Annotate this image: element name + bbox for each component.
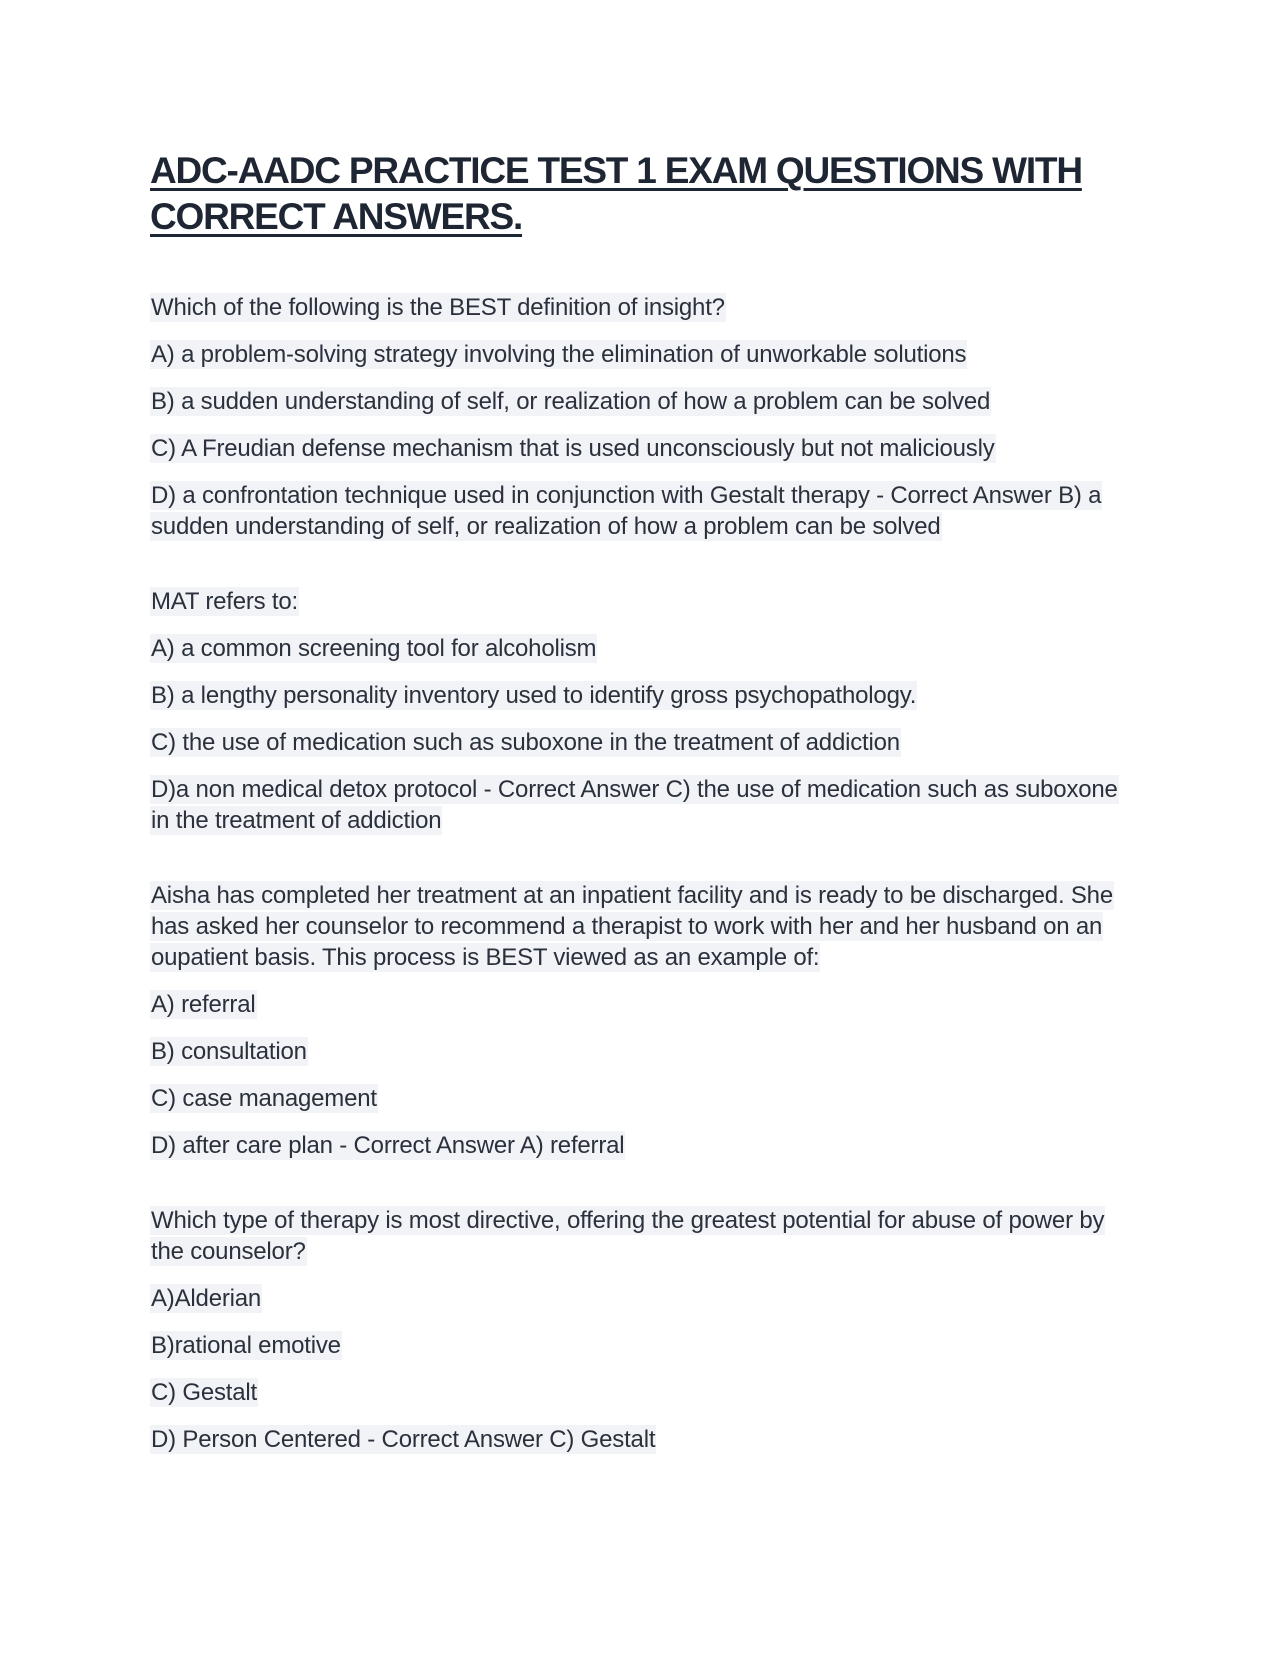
answer-option: B) consultation — [151, 1038, 307, 1065]
answer-option: C) case management — [151, 1085, 377, 1112]
answer-option: B)rational emotive — [151, 1332, 341, 1359]
answer-option-with-correct-answer: D) Person Centered - Correct Answer C) Gestalt — [151, 1426, 656, 1453]
question-1 — [150, 292, 1130, 542]
question-3 — [150, 880, 1130, 1161]
answer-option-with-correct-answer: D) a confrontation technique used in conjunction with Gestalt therapy - Correct Answer B) a sudden understanding of self, or realization of how a problem can be solved — [151, 482, 1102, 540]
answer-option-with-correct-answer: D) after care plan - Correct Answer A) referral — [151, 1132, 625, 1159]
answer-option: A) referral — [151, 991, 256, 1018]
question-2 — [150, 586, 1130, 836]
question-stem: Which of the following is the BEST definition of insight? — [151, 294, 725, 321]
question-stem: MAT refers to: — [151, 588, 299, 615]
answer-option: A)Alderian — [151, 1285, 262, 1312]
answer-option: A) a common screening tool for alcoholism — [151, 635, 597, 662]
document-title: ADC-AADC PRACTICE TEST 1 EXAM QUESTIONS WITH CORRECT ANSWERS. — [150, 150, 1082, 237]
answer-option: B) a sudden understanding of self, or realization of how a problem can be solved — [151, 388, 991, 415]
answer-option: C) A Freudian defense mechanism that is used unconsciously but not maliciously — [151, 435, 995, 462]
answer-option-with-correct-answer: D)a non medical detox protocol - Correct Answer C) the use of medication such as suboxone in the treatment of addiction — [151, 776, 1118, 834]
question-stem: Which type of therapy is most directive, offering the greatest potential for abuse of power by the counselor? — [151, 1207, 1105, 1265]
answer-option: C) Gestalt — [151, 1379, 258, 1406]
question-stem: Aisha has completed her treatment at an inpatient facility and is ready to be discharged. She has asked her counselor to recommend a therapist to work with her and her husband on an oupatient basis. This process is BEST viewed as an example of: — [151, 882, 1113, 971]
question-4 — [150, 1205, 1130, 1455]
answer-option: B) a lengthy personality inventory used to identify gross psychopathology. — [151, 682, 917, 709]
answer-option: C) the use of medication such as suboxone in the treatment of addiction — [151, 729, 900, 756]
answer-option: A) a problem-solving strategy involving the elimination of unworkable solutions — [151, 341, 967, 368]
